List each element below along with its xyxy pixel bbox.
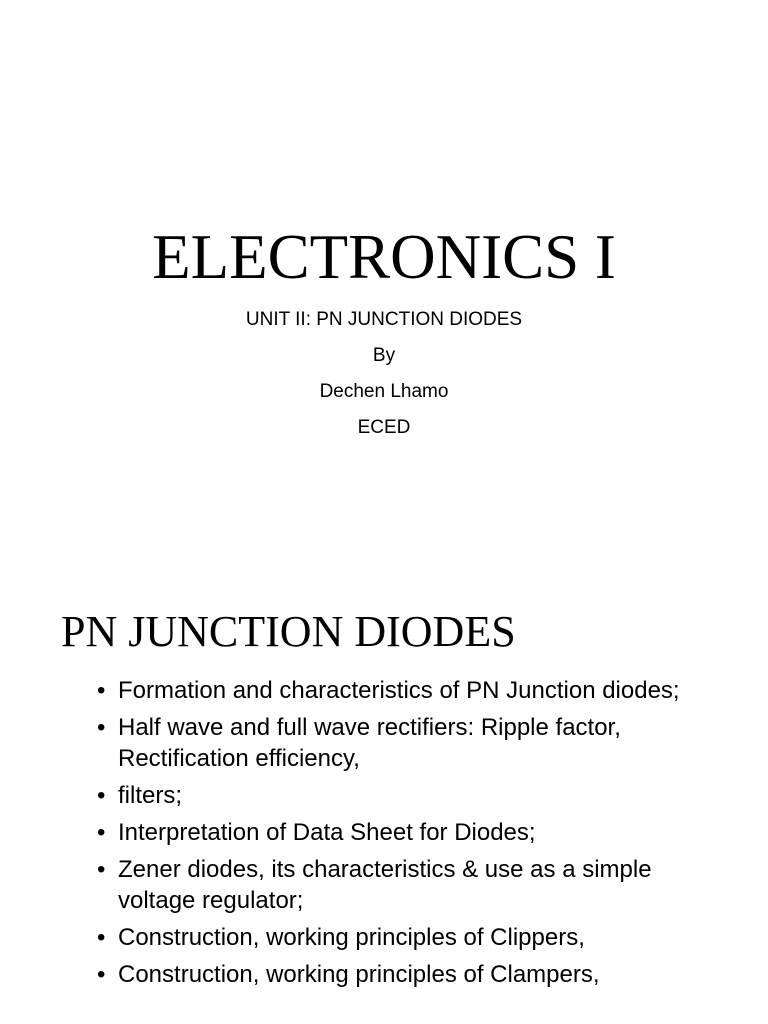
author-name: Dechen Lhamo bbox=[319, 381, 449, 402]
bullet-item bbox=[97, 780, 717, 811]
bullet-text: Interpretation of Data Sheet for Diodes; bbox=[118, 819, 536, 846]
bullet-text: Construction, working principles of Clippers, bbox=[118, 924, 585, 951]
bullet-text: filters; bbox=[118, 782, 183, 809]
bullet-item bbox=[97, 959, 717, 990]
section-heading: PN JUNCTION DIODES bbox=[61, 607, 516, 656]
bullet-item bbox=[97, 817, 717, 848]
bullet-icon: • bbox=[97, 819, 106, 846]
bullet-icon: • bbox=[97, 714, 106, 741]
bullet-item bbox=[97, 712, 717, 774]
bullet-text: Construction, working principles of Clampers, bbox=[118, 961, 600, 988]
bullet-icon: • bbox=[97, 924, 106, 951]
bullet-icon: • bbox=[97, 677, 106, 704]
bullet-item bbox=[97, 675, 717, 706]
bullet-list bbox=[97, 675, 717, 996]
bullet-icon: • bbox=[97, 856, 106, 883]
bullet-text: Half wave and full wave rectifiers: Ripple factor, Rectification efficiency, bbox=[118, 714, 621, 772]
bullet-icon: • bbox=[97, 961, 106, 988]
by-line: By bbox=[372, 345, 396, 366]
bullet-icon: • bbox=[97, 782, 106, 809]
department-name: ECED bbox=[357, 417, 411, 438]
unit-line: UNIT II: PN JUNCTION DIODES bbox=[245, 309, 523, 330]
subtitle-block bbox=[0, 304, 768, 448]
bullet-item bbox=[97, 922, 717, 953]
bullet-text: Zener diodes, its characteristics & use as a simple voltage regulator; bbox=[118, 856, 652, 914]
bullet-item bbox=[97, 854, 717, 916]
slide-title: ELECTRONICS I bbox=[152, 222, 616, 292]
bullet-text: Formation and characteristics of PN Junction diodes; bbox=[118, 677, 680, 704]
